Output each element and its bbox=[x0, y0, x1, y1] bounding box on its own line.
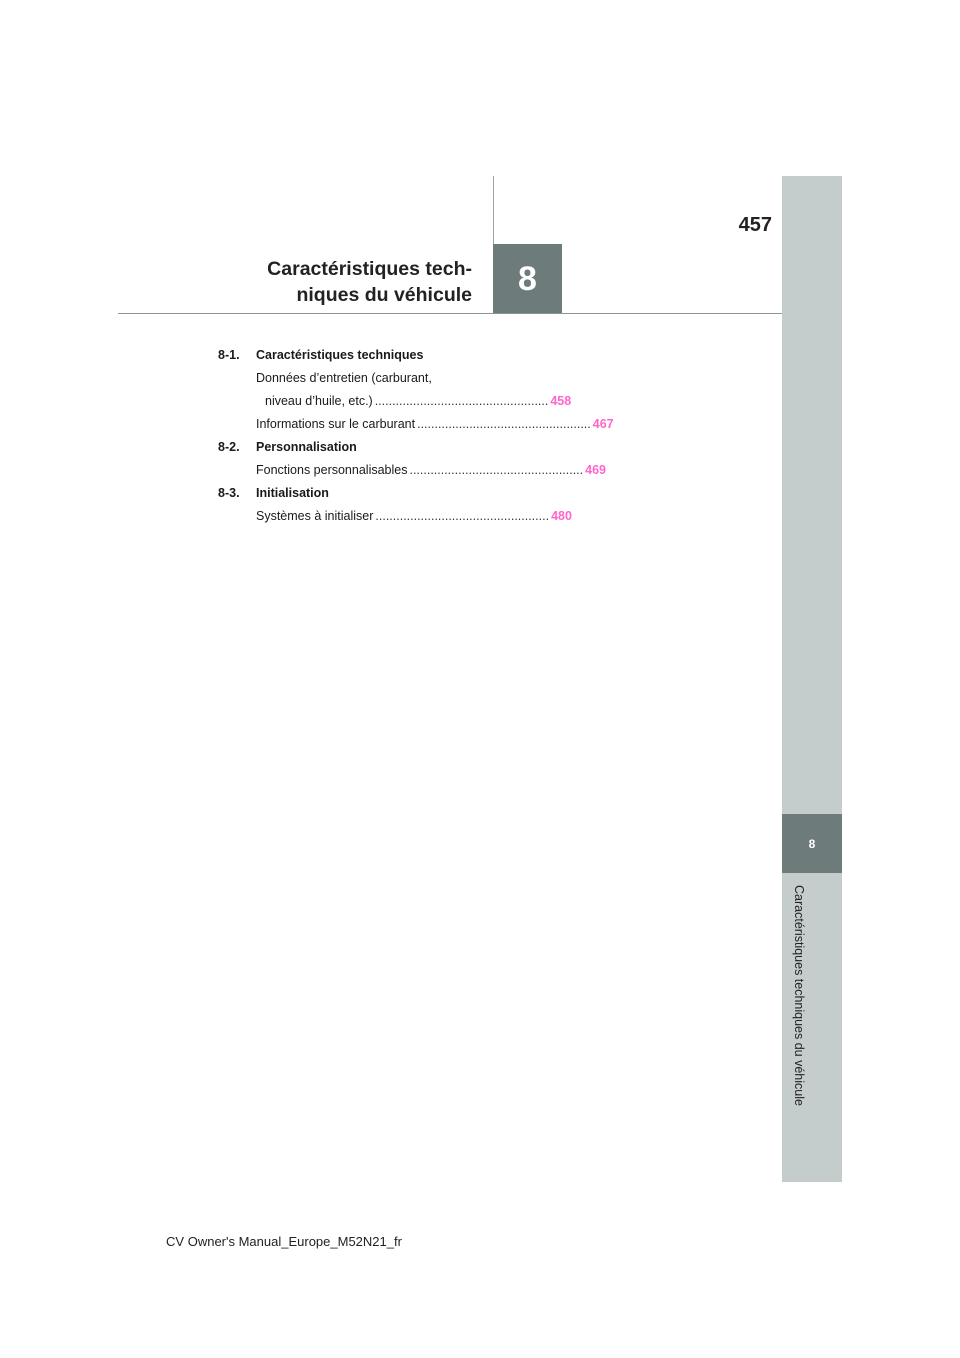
toc-section-8-2 bbox=[218, 435, 468, 458]
footer bbox=[0, 1234, 960, 1249]
toc-section-number: 8-2. bbox=[218, 439, 240, 454]
toc-leader-dots: .................................................. bbox=[375, 508, 550, 523]
toc-leader-dots: .................................................. bbox=[417, 416, 591, 431]
toc-entry[interactable] bbox=[218, 412, 614, 435]
toc-leader-dots: .................................................. bbox=[409, 462, 584, 477]
side-tab-chapter-number: 8 bbox=[782, 814, 842, 873]
toc-section-title: Personnalisation bbox=[256, 439, 357, 454]
header-divider-vertical bbox=[493, 176, 494, 246]
toc-page-link[interactable]: 467 bbox=[592, 416, 614, 431]
toc-leader-dots: .................................................. bbox=[374, 393, 549, 408]
chapter-title-line1: Caractéristiques tech- bbox=[267, 258, 472, 280]
toc-page-link[interactable]: 469 bbox=[585, 462, 606, 477]
toc-page-link[interactable]: 480 bbox=[551, 508, 572, 523]
toc-entry-text: Données d’entretien (carburant, bbox=[256, 370, 432, 385]
toc-entry[interactable] bbox=[218, 366, 572, 412]
toc-section-title: Caractéristiques techniques bbox=[256, 347, 424, 362]
chapter-number-box: 8 bbox=[493, 244, 562, 314]
toc-entry-text: Informations sur le carburant bbox=[256, 416, 416, 431]
side-tab-label: Caractéristiques techniques du véhicule bbox=[792, 885, 806, 1106]
toc-section-title: Initialisation bbox=[256, 485, 329, 500]
toc-section-number: 8-3. bbox=[218, 485, 240, 500]
toc-entry[interactable] bbox=[218, 458, 606, 481]
toc-entry-text: Systèmes à initialiser bbox=[256, 508, 374, 523]
header-divider-horizontal bbox=[118, 313, 782, 314]
chapter-title bbox=[240, 256, 472, 308]
toc-entry-text: Fonctions personnalisables bbox=[256, 462, 408, 477]
toc-section-8-3 bbox=[218, 481, 468, 504]
page-number: 457 bbox=[738, 214, 772, 236]
toc-page-link[interactable]: 458 bbox=[550, 393, 572, 408]
toc-section-number: 8-1. bbox=[218, 347, 240, 362]
toc-entry[interactable] bbox=[218, 504, 572, 527]
toc-entry-text: niveau d’huile, etc.) bbox=[265, 393, 373, 408]
footer-text: CV Owner's Manual_Europe_M52N21_fr bbox=[166, 1234, 402, 1249]
toc-section-8-1 bbox=[218, 343, 468, 366]
table-of-contents bbox=[218, 343, 614, 527]
chapter-title-line2: niques du véhicule bbox=[296, 284, 472, 306]
